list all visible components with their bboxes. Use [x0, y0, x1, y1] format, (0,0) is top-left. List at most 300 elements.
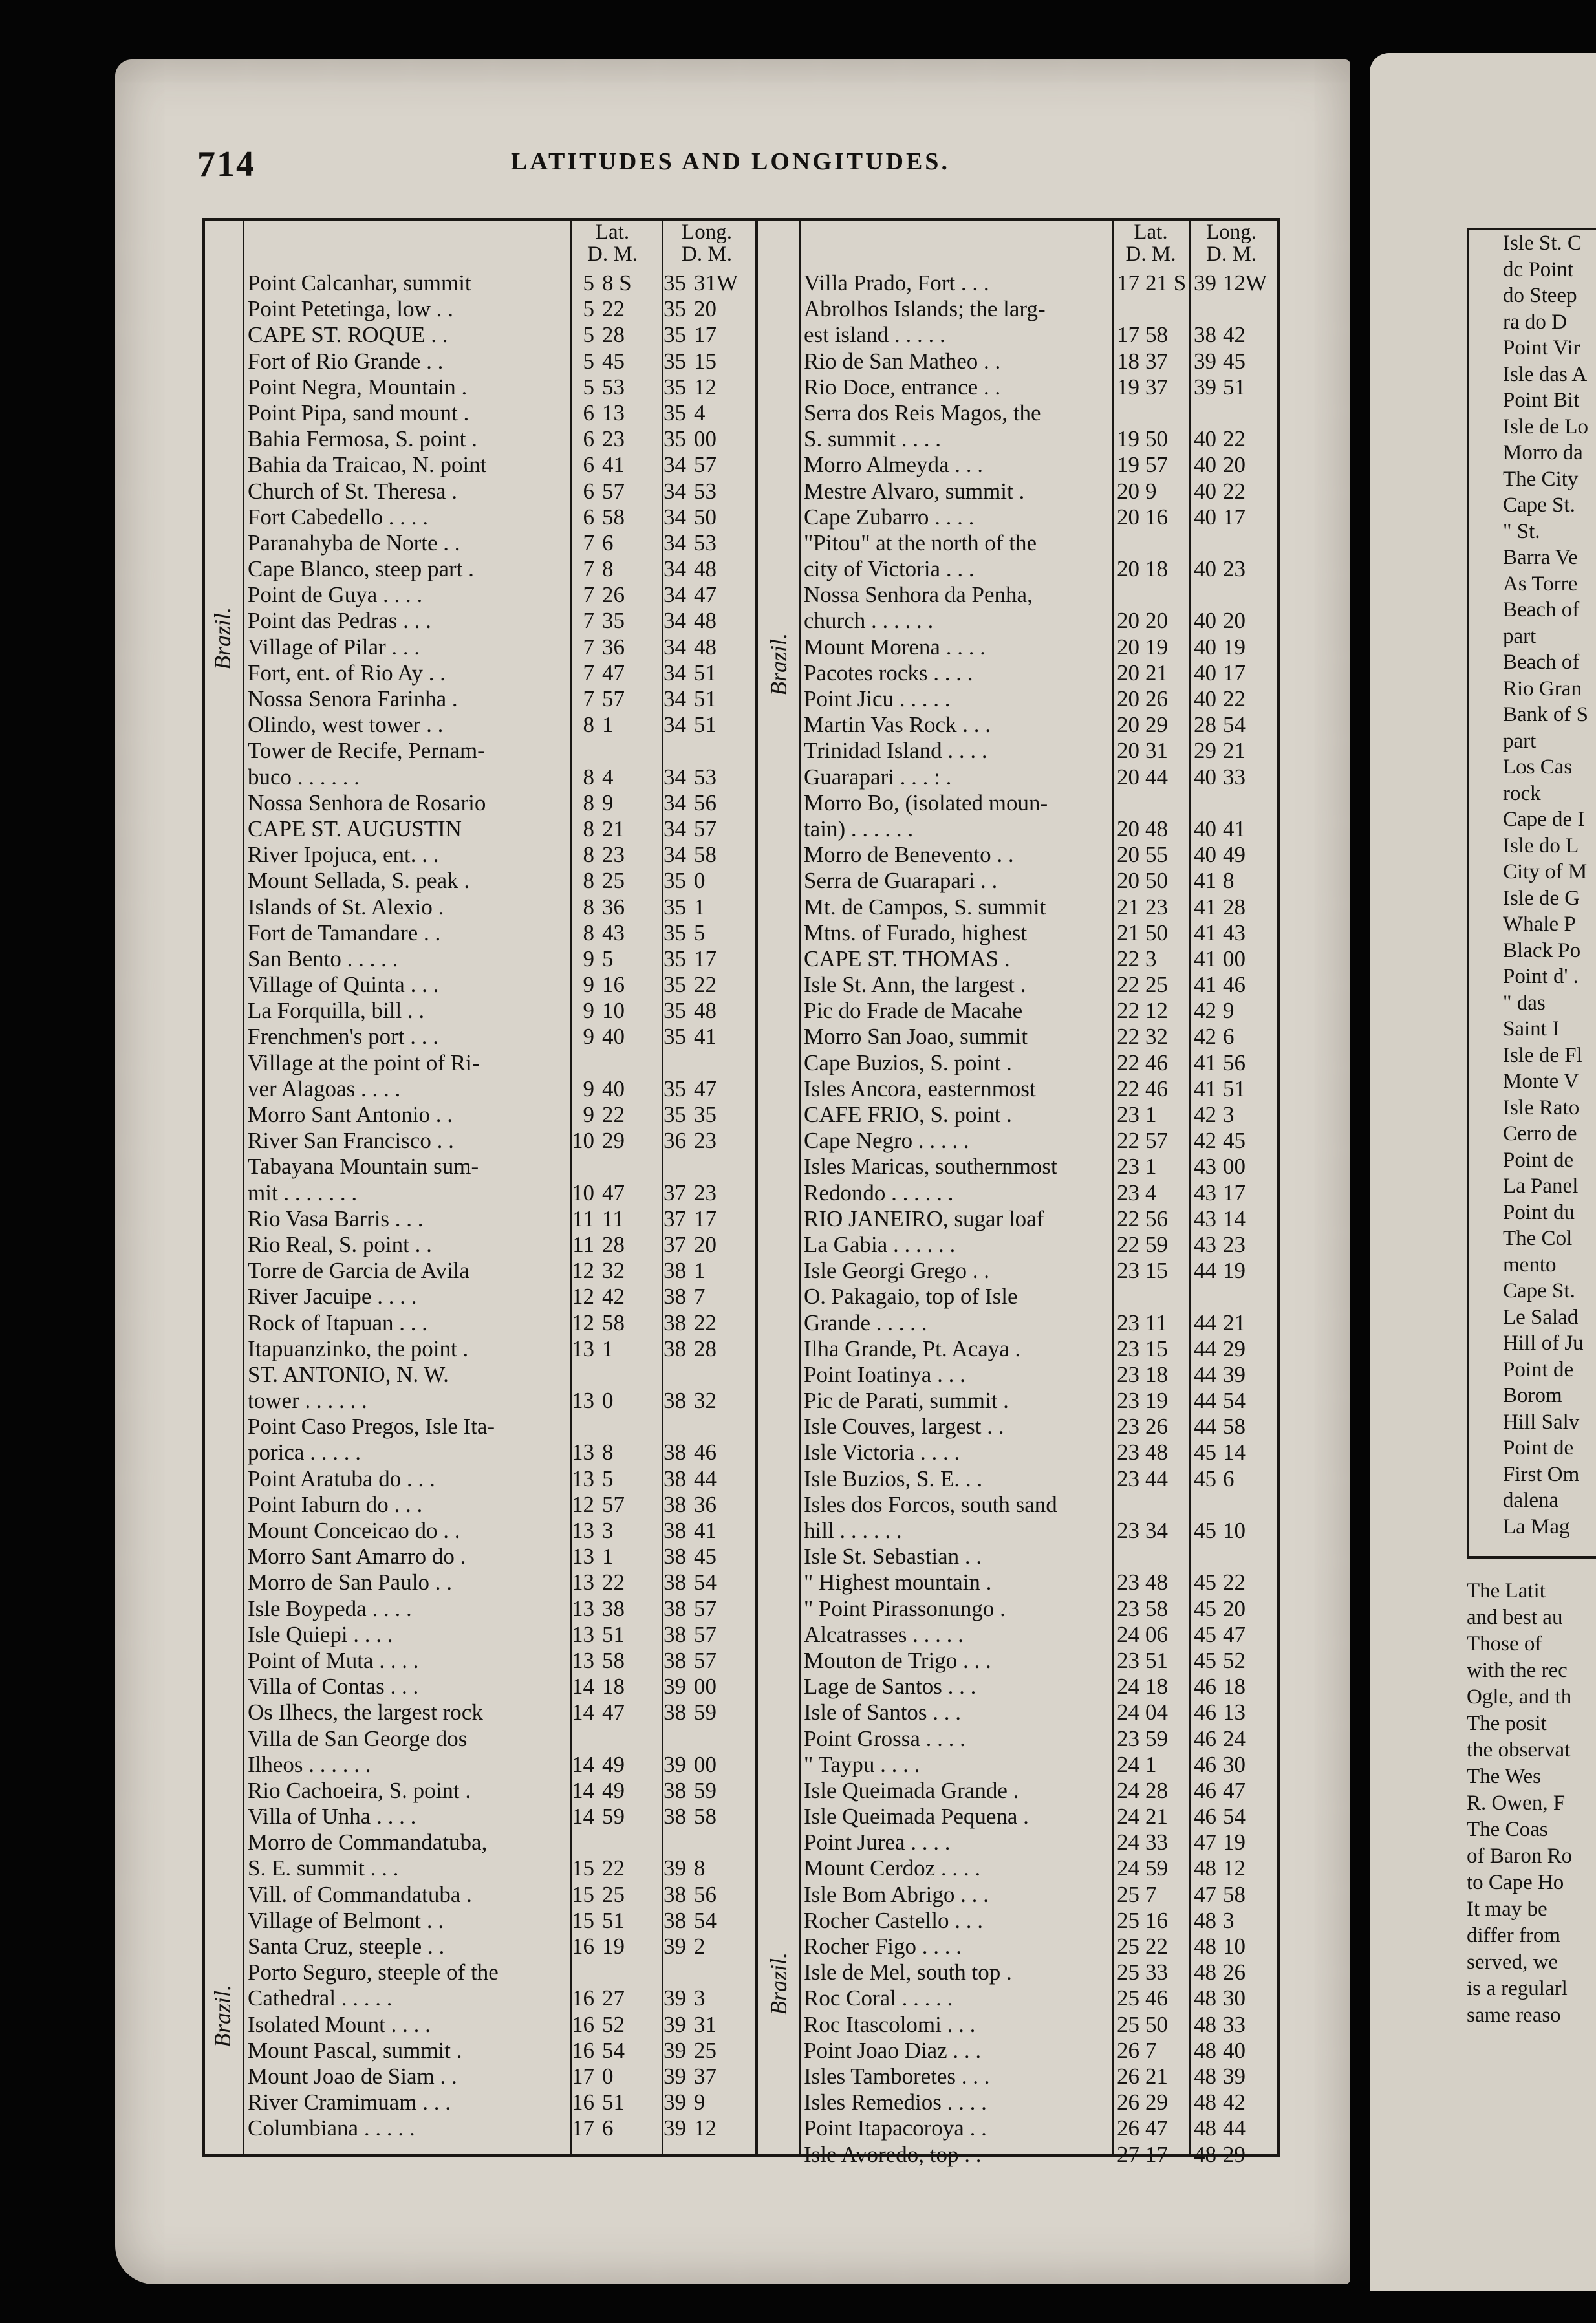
lat-degrees: 22 — [1117, 1075, 1139, 1101]
long-minutes: 57 — [694, 452, 717, 478]
lat-degrees: 22 — [1117, 1128, 1139, 1154]
region-label: Brazil. — [766, 1952, 792, 2015]
lat-degrees: 17 — [572, 2115, 594, 2141]
table-row — [804, 816, 1276, 842]
lat-degrees: 15 — [572, 1881, 594, 1907]
long-degrees: 38 — [663, 1804, 686, 1830]
lat-degrees: 8 — [583, 764, 594, 790]
long-degrees: 44 — [1194, 1310, 1216, 1335]
place-name: River San Francisco . . — [248, 1128, 454, 1154]
lat-minutes: 32 — [1145, 1024, 1168, 1050]
table-row — [248, 608, 752, 634]
long-degrees: 38 — [663, 1595, 686, 1621]
place-name: Isles Ancora, easternmost — [804, 1075, 1036, 1101]
long-minutes: 50 — [694, 504, 717, 530]
table-row — [804, 2142, 1276, 2168]
lat-degrees: 6 — [583, 426, 594, 452]
lat-degrees: 23 — [1117, 1361, 1139, 1387]
place-name: Rio Cachoeira, S. point . — [248, 1777, 471, 1803]
lat-minutes: 57 — [602, 686, 625, 711]
lat-degrees: 18 — [1117, 348, 1139, 374]
place-name: Isle Queimada Grande . — [804, 1777, 1019, 1803]
long-degrees: 37 — [663, 1180, 686, 1205]
region-bar-right — [761, 221, 801, 2154]
lat-degrees: 20 — [1117, 686, 1139, 711]
place-name: Village of Quinta . . . — [248, 972, 439, 998]
place-name: Ilha Grande, Pt. Acaya . — [804, 1335, 1021, 1361]
place-name: Olindo, west tower . . — [248, 712, 444, 738]
place-name: Rio Doce, entrance . . — [804, 374, 1001, 400]
long-minutes: 12 — [694, 2115, 717, 2141]
long-minutes: 9 — [694, 2090, 706, 2115]
long-minutes: 22 — [1223, 426, 1246, 452]
lat-degrees: 20 — [1117, 842, 1139, 868]
long-degrees: 46 — [1194, 1674, 1216, 1700]
lat-minutes: 57 — [1145, 452, 1168, 478]
long-degrees: 44 — [1194, 1388, 1216, 1414]
long-minutes: 20 — [1223, 452, 1246, 478]
long-degrees: 39 — [663, 1934, 686, 1959]
long-minutes: 54 — [694, 1570, 717, 1595]
lat-minutes: 59 — [1145, 1855, 1168, 1881]
long-degrees: 38 — [663, 1518, 686, 1543]
place-name: ver Alagoas . . . . — [248, 1075, 401, 1101]
table-row — [804, 2038, 1276, 2064]
table-row — [804, 426, 1276, 452]
lat-minutes: 37 — [1145, 348, 1168, 374]
lat-minutes: 1 — [602, 1335, 614, 1361]
lat-degrees: 8 — [583, 790, 594, 816]
facing-page-note-line: The posit — [1467, 1712, 1547, 1735]
place-name: "Pitou" at the north of the — [804, 530, 1037, 556]
long-degrees: 47 — [1194, 1881, 1216, 1907]
long-minutes: 54 — [1223, 1804, 1246, 1830]
long-minutes: 00 — [694, 1751, 717, 1777]
place-name: Vill. of Commandatuba . — [248, 1881, 472, 1907]
table-row — [804, 270, 1276, 296]
lat-degrees: 24 — [1117, 1674, 1139, 1700]
long-minutes: 25 — [694, 2037, 717, 2063]
place-name: Isle Queimada Pequena . — [804, 1804, 1029, 1830]
table-row — [804, 1492, 1276, 1518]
long-degrees: 48 — [1194, 1907, 1216, 1933]
long-degrees: 44 — [1194, 1414, 1216, 1440]
table-row — [804, 1258, 1276, 1284]
long-degrees: 38 — [663, 1335, 686, 1361]
long-minutes: 18 — [1223, 1674, 1246, 1700]
long-minutes: 54 — [1223, 712, 1246, 738]
lat-minutes: 8 — [602, 556, 614, 582]
long-degrees: 48 — [1194, 1934, 1216, 1959]
long-degrees: 44 — [1194, 1258, 1216, 1284]
lat-degrees: 12 — [572, 1258, 594, 1284]
lat-degrees: 23 — [1117, 1180, 1139, 1205]
facing-page-line: Point de — [1503, 1436, 1574, 1460]
table-row — [804, 1128, 1276, 1154]
place-name: Isle St. Sebastian . . — [804, 1544, 982, 1570]
facing-page-note-line: is a regularl — [1467, 1977, 1568, 2000]
long-minutes: 32 — [694, 1388, 717, 1414]
facing-page-line: Isle das A — [1503, 362, 1588, 386]
long-degrees: 48 — [1194, 1985, 1216, 2011]
place-name: Pacotes rocks . . . . — [804, 660, 973, 686]
place-name: Roc Itascolomi . . . — [804, 2011, 976, 2037]
long-degrees: 35 — [663, 426, 686, 452]
place-name: S. E. summit . . . — [248, 1855, 399, 1881]
lat-degrees: 26 — [1117, 2037, 1139, 2063]
lat-degrees: 14 — [572, 1674, 594, 1700]
table-row — [248, 946, 752, 972]
lat-minutes: 51 — [602, 1621, 625, 1647]
lat-degrees: 24 — [1117, 1700, 1139, 1725]
place-name: CAFE FRIO, S. point . — [804, 1102, 1012, 1127]
lat-minutes: 26 — [602, 582, 625, 608]
lat-minutes: 4 — [1145, 1180, 1157, 1205]
table-row — [248, 1544, 752, 1570]
facing-page-note-line: and best au — [1467, 1606, 1563, 1629]
lat-degrees: 23 — [1117, 1595, 1139, 1621]
long-minutes: 44 — [694, 1465, 717, 1491]
long-minutes: 20 — [1223, 1595, 1246, 1621]
long-minutes: 20 — [694, 1231, 717, 1257]
long-degrees: 48 — [1194, 2011, 1216, 2037]
lat-minutes: 18 — [1145, 1361, 1168, 1387]
lat-degrees: 23 — [1117, 1388, 1139, 1414]
lat-minutes: 18 — [1145, 1674, 1168, 1700]
facing-page-line: Cape de I — [1503, 808, 1585, 831]
long-degrees: 41 — [1194, 1050, 1216, 1075]
lat-degrees: 12 — [572, 1284, 594, 1310]
page-number: 714 — [197, 144, 255, 184]
lat-minutes: 49 — [602, 1751, 625, 1777]
long-minutes: 56 — [1223, 1050, 1246, 1075]
long-degrees: 34 — [663, 530, 686, 556]
long-degrees: 39 — [1194, 348, 1216, 374]
lat-minutes: 04 — [1145, 1700, 1168, 1725]
long-minutes: 5 — [694, 920, 706, 945]
place-name: porica . . . . . — [248, 1440, 361, 1465]
long-degrees: 34 — [663, 504, 686, 530]
long-degrees: 28 — [1194, 712, 1216, 738]
place-name: church . . . . . . — [804, 608, 934, 634]
table-row — [248, 1960, 752, 1985]
lat-degrees: 24 — [1117, 1621, 1139, 1647]
long-degrees: 34 — [663, 608, 686, 634]
lat-degrees: 25 — [1117, 2011, 1139, 2037]
table-row — [804, 349, 1276, 374]
table-row — [248, 2012, 752, 2038]
place-name: tower . . . . . . — [248, 1388, 367, 1414]
long-minutes: 41 — [1223, 816, 1246, 841]
table-row — [248, 712, 752, 738]
lat-minutes: 16 — [1145, 504, 1168, 530]
table-row — [248, 1934, 752, 1960]
long-degrees: 34 — [663, 686, 686, 711]
long-minutes: 59 — [694, 1777, 717, 1803]
lat-degrees: 20 — [1117, 712, 1139, 738]
lat-minutes: 17 — [1145, 2141, 1168, 2167]
place-name: Isle Couves, largest . . — [804, 1414, 1004, 1440]
lat-degrees: 9 — [583, 998, 594, 1024]
table-row — [248, 920, 752, 946]
place-name: San Bento . . . . . — [248, 945, 398, 971]
table-row — [804, 2064, 1276, 2090]
lat-degrees: 7 — [583, 530, 594, 556]
table-row — [248, 686, 752, 712]
long-degrees: 48 — [1194, 2037, 1216, 2063]
table-row — [248, 400, 752, 426]
lat-minutes: 56 — [1145, 1205, 1168, 1231]
lat-degrees: 17 — [1117, 270, 1139, 296]
place-name: Village of Belmont . . — [248, 1907, 444, 1933]
lat-degrees: 14 — [572, 1751, 594, 1777]
table-row — [248, 530, 752, 556]
long-degrees: 39 — [663, 1985, 686, 2011]
place-name: River Cramimuam . . . — [248, 2090, 451, 2115]
long-minutes: 19 — [1223, 634, 1246, 660]
table-row — [804, 1284, 1276, 1310]
place-name: Fort, ent. of Rio Ay . . — [248, 660, 446, 686]
place-name: Serra de Guarapari . . — [804, 868, 998, 894]
table-row — [248, 1752, 752, 1778]
long-minutes: 48 — [694, 998, 717, 1024]
lat-degrees: 23 — [1117, 1310, 1139, 1335]
table-row — [248, 2090, 752, 2115]
place-name: Isles dos Forcos, south sand — [804, 1491, 1057, 1517]
place-name: CAPE ST. ROQUE . . — [248, 322, 448, 348]
long-minutes: 4 — [694, 400, 706, 426]
table-row — [248, 1985, 752, 2011]
table-row — [248, 816, 752, 842]
long-degrees: 38 — [663, 1647, 686, 1673]
facing-page-note-line: The Coas — [1467, 1818, 1548, 1841]
place-name: Mount Morena . . . . — [804, 634, 986, 660]
lat-minutes: 19 — [1145, 634, 1168, 660]
lat-degrees: 7 — [583, 608, 594, 634]
place-name: Morro de San Paulo . . — [248, 1570, 452, 1595]
lat-degrees: 17 — [572, 2063, 594, 2089]
long-minutes: 00 — [1223, 945, 1246, 971]
lat-minutes: 58 — [1145, 1595, 1168, 1621]
long-header — [662, 221, 752, 270]
table-row — [804, 1102, 1276, 1128]
lat-minutes: 10 — [602, 998, 625, 1024]
lat-degrees: 23 — [1117, 1154, 1139, 1180]
table-row — [248, 790, 752, 816]
table-row — [804, 972, 1276, 998]
table-row — [248, 1050, 752, 1076]
long-degrees: 34 — [663, 582, 686, 608]
long-degrees: 38 — [663, 1777, 686, 1803]
lat-minutes: 28 — [602, 322, 625, 348]
long-minutes: 46 — [1223, 972, 1246, 998]
table-row — [248, 1700, 752, 1725]
table-row — [804, 1388, 1276, 1414]
lat-minutes: 11 — [602, 1205, 624, 1231]
long-minutes: 10 — [1223, 1934, 1246, 1959]
lat-minutes: 35 — [602, 608, 625, 634]
table-row — [804, 1934, 1276, 1960]
lat-degrees: 8 — [583, 816, 594, 841]
long-minutes: 23 — [694, 1128, 717, 1154]
facing-page-line: do Steep — [1503, 284, 1577, 307]
long-degrees: 29 — [1194, 738, 1216, 764]
long-degrees: 38 — [1194, 322, 1216, 348]
table-row — [248, 1518, 752, 1544]
lat-minutes: 58 — [602, 504, 625, 530]
lat-minutes: 5 — [602, 1465, 614, 1491]
long-minutes: 17 — [1223, 660, 1246, 686]
long-degrees: 38 — [663, 1907, 686, 1933]
long-degrees: 35 — [663, 920, 686, 945]
facing-page-line: Isle do L — [1503, 834, 1579, 858]
lat-degrees: 8 — [583, 920, 594, 945]
lat-minutes: 19 — [1145, 1388, 1168, 1414]
long-degrees: 45 — [1194, 1647, 1216, 1673]
lat-degrees: 8 — [583, 868, 594, 894]
place-name: mit . . . . . . . — [248, 1180, 358, 1205]
place-name: Point Grossa . . . . — [804, 1725, 965, 1751]
facing-page-line: La Mag — [1503, 1515, 1570, 1539]
facing-page-line: Los Cas — [1503, 755, 1573, 779]
lat-degrees: 13 — [572, 1518, 594, 1543]
lat-minutes: 47 — [602, 660, 625, 686]
long-degrees: 41 — [1194, 1075, 1216, 1101]
place-name: Village of Pilar . . . — [248, 634, 420, 660]
lat-minutes: 34 — [1145, 1518, 1168, 1543]
place-name: " Highest mountain . — [804, 1570, 992, 1595]
table-row — [804, 2115, 1276, 2141]
long-minutes: 23 — [694, 1180, 717, 1205]
lat-minutes: 28 — [602, 1231, 625, 1257]
lat-degrees: 5 — [583, 296, 594, 322]
lat-degrees: 6 — [583, 504, 594, 530]
lat-minutes: 33 — [1145, 1830, 1168, 1855]
lat-minutes: 11 — [1145, 1310, 1167, 1335]
lat-degrees: 5 — [583, 374, 594, 400]
place-name: Morro de Commandatuba, — [248, 1830, 488, 1855]
lat-degrees: 9 — [583, 1102, 594, 1127]
facing-page-line: Borom — [1503, 1384, 1562, 1407]
lat-degrees: 22 — [1117, 1050, 1139, 1075]
long-minutes: 14 — [1223, 1440, 1246, 1465]
lat-minutes: 33 — [1145, 1960, 1168, 1985]
table-row — [804, 1414, 1276, 1440]
lat-minutes: 21 S — [1145, 270, 1187, 296]
place-name: River Ipojuca, ent. . . — [248, 842, 439, 868]
long-minutes: 22 — [694, 1310, 717, 1335]
running-head: LATITUDES AND LONGITUDES. — [511, 148, 950, 175]
long-minutes: 12W — [1223, 270, 1267, 296]
table-row — [804, 1336, 1276, 1362]
dm-header-label: D. M. — [682, 243, 732, 266]
long-degrees: 35 — [663, 894, 686, 920]
lat-minutes: 47 — [602, 1180, 625, 1205]
place-name: Rio Vasa Barris . . . — [248, 1205, 424, 1231]
long-minutes: 7 — [694, 1284, 706, 1310]
place-name: Islands of St. Alexio . — [248, 894, 444, 920]
facing-page-note-line: served, we — [1467, 1950, 1558, 1974]
table-row — [804, 374, 1276, 400]
table-row — [804, 1570, 1276, 1595]
region-label: Brazil. — [210, 607, 235, 670]
lat-degrees: 24 — [1117, 1777, 1139, 1803]
long-minutes: 20 — [1223, 608, 1246, 634]
long-degrees: 46 — [1194, 1804, 1216, 1830]
long-degrees: 40 — [1194, 816, 1216, 841]
facing-page-line: Bank of S — [1503, 703, 1588, 726]
long-minutes: 31 — [694, 2011, 717, 2037]
long-minutes: 59 — [694, 1700, 717, 1725]
long-degrees: 43 — [1194, 1180, 1216, 1205]
lat-minutes: 28 — [1145, 1777, 1168, 1803]
place-name: Fort de Tamandare . . — [248, 920, 441, 945]
lat-degrees: 20 — [1117, 608, 1139, 634]
long-minutes: 28 — [694, 1335, 717, 1361]
lat-degrees: 25 — [1117, 1960, 1139, 1985]
place-name: Point Calcanhar, summit — [248, 270, 471, 296]
facing-page-line: Whale P — [1503, 913, 1576, 936]
lat-minutes: 54 — [602, 2037, 625, 2063]
long-degrees: 40 — [1194, 452, 1216, 478]
long-minutes: 33 — [1223, 764, 1246, 790]
lat-minutes: 9 — [602, 790, 614, 816]
long-minutes: 21 — [1223, 738, 1246, 764]
place-name: Isles Tamboretes . . . — [804, 2063, 990, 2089]
place-name: La Gabia . . . . . . — [804, 1231, 956, 1257]
facing-page-line: The City — [1503, 467, 1579, 491]
table-row — [248, 1128, 752, 1154]
table-row — [804, 2012, 1276, 2038]
long-degrees: 46 — [1194, 1777, 1216, 1803]
table-row — [248, 1466, 752, 1492]
place-name: Nossa Senhora da Penha, — [804, 582, 1033, 608]
facing-page-note-line: R. Owen, F — [1467, 1791, 1566, 1815]
place-name: Cape Negro . . . . . — [804, 1128, 969, 1154]
long-degrees: 42 — [1194, 1102, 1216, 1127]
long-degrees: 45 — [1194, 1518, 1216, 1543]
table-row — [248, 1206, 752, 1232]
long-degrees: 38 — [663, 1388, 686, 1414]
lat-degrees: 11 — [572, 1205, 594, 1231]
long-degrees: 45 — [1194, 1465, 1216, 1491]
lat-degrees: 13 — [572, 1440, 594, 1465]
long-degrees: 40 — [1194, 504, 1216, 530]
place-name: Serra dos Reis Magos, the — [804, 400, 1041, 426]
place-name: Tabayana Mountain sum- — [248, 1154, 479, 1180]
place-name: Fort of Rio Grande . . — [248, 348, 444, 374]
lat-degrees: 12 — [572, 1310, 594, 1335]
place-name: S. summit . . . . — [804, 426, 941, 452]
lat-minutes: 47 — [602, 1700, 625, 1725]
lat-minutes: 16 — [1145, 1907, 1168, 1933]
long-minutes: 43 — [1223, 920, 1246, 945]
long-degrees: 40 — [1194, 478, 1216, 504]
long-minutes: 48 — [694, 608, 717, 634]
long-minutes: 6 — [1223, 1465, 1235, 1491]
lat-degrees: 23 — [1117, 1258, 1139, 1284]
lat-minutes: 38 — [602, 1595, 625, 1621]
place-name: Morro San Joao, summit — [804, 1024, 1028, 1050]
long-degrees: 35 — [663, 348, 686, 374]
lat-minutes: 46 — [1145, 1985, 1168, 2011]
table-row — [804, 1440, 1276, 1465]
facing-page-line: Monte V — [1503, 1070, 1579, 1093]
place-name: Point das Pedras . . . — [248, 608, 431, 634]
table-row — [804, 1700, 1276, 1725]
table-row — [804, 556, 1276, 582]
long-degrees: 34 — [663, 556, 686, 582]
